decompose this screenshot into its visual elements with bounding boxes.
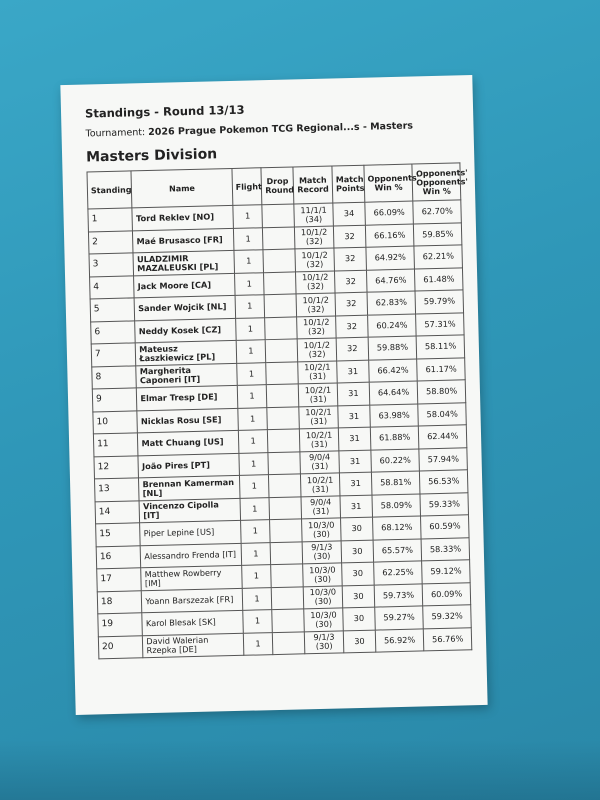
standing-cell: 7 xyxy=(91,343,136,367)
standing-cell: 20 xyxy=(98,635,143,659)
flight-cell: 1 xyxy=(237,385,267,408)
player-name: Elmar Tresp [DE] xyxy=(137,385,238,410)
player-name: Nicklas Rosu [SE] xyxy=(137,408,238,433)
standing-cell: 9 xyxy=(92,388,137,412)
col-header-drop-round: Drop Round xyxy=(261,167,294,205)
flight-cell: 1 xyxy=(236,340,266,363)
flight-cell: 1 xyxy=(238,407,268,430)
match-record-cell: 9/0/4 (31) xyxy=(300,450,340,473)
flight-cell: 1 xyxy=(233,205,263,228)
standing-cell: 19 xyxy=(98,613,143,637)
opp-opp-win-cell: 57.94% xyxy=(419,447,467,471)
standing-cell: 11 xyxy=(93,433,138,457)
standings-sheet xyxy=(60,75,487,715)
drop-round-cell xyxy=(273,631,305,654)
match-points-cell: 32 xyxy=(336,337,368,360)
standing-cell: 6 xyxy=(91,320,136,344)
player-name: ULADZIMIR MAZALEUSKI [PL] xyxy=(133,250,234,275)
match-record-cell: 9/1/3 (30) xyxy=(304,630,344,653)
flight-cell: 1 xyxy=(234,272,264,295)
opp-opp-win-cell: 59.79% xyxy=(415,290,463,314)
flight-cell: 1 xyxy=(233,227,263,250)
opp-opp-win-cell: 59.33% xyxy=(420,492,468,516)
opp-opp-win-cell: 62.21% xyxy=(414,245,462,269)
match-points-cell: 31 xyxy=(340,472,372,495)
col-header-opponents-win: Opponents' Win % xyxy=(364,164,413,202)
col-header-standing: Standing xyxy=(87,171,132,209)
flight-cell: 1 xyxy=(241,542,271,565)
player-name: Alessandro Frenda [IT] xyxy=(141,543,242,568)
standing-cell: 17 xyxy=(97,568,142,592)
match-points-cell: 32 xyxy=(336,315,368,338)
standing-cell: 18 xyxy=(97,590,142,614)
match-record-cell: 10/2/1 (31) xyxy=(299,428,339,451)
opponents-win-cell: 60.24% xyxy=(367,314,416,338)
match-points-cell: 32 xyxy=(335,292,367,315)
opponents-win-cell: 60.22% xyxy=(371,448,420,472)
opp-opp-win-cell: 60.59% xyxy=(421,515,469,539)
match-points-cell: 31 xyxy=(339,450,371,473)
opp-opp-win-cell: 61.17% xyxy=(417,357,465,381)
match-points-cell: 30 xyxy=(342,562,374,585)
opp-opp-win-cell: 61.48% xyxy=(415,267,463,291)
match-points-cell: 34 xyxy=(333,202,365,225)
match-record-cell: 10/3/0 (30) xyxy=(303,585,343,608)
opp-opp-win-cell: 59.12% xyxy=(422,560,470,584)
player-name: Vincenzo Cipolla [IT] xyxy=(139,498,240,523)
match-record-cell: 10/2/1 (31) xyxy=(298,360,338,383)
match-points-cell: 32 xyxy=(333,225,365,248)
col-header-flight: Flight xyxy=(232,168,262,206)
opponents-win-cell: 59.27% xyxy=(375,606,424,630)
drop-round-cell xyxy=(272,609,304,632)
flight-cell: 1 xyxy=(239,452,269,475)
drop-round-cell xyxy=(268,429,300,452)
standing-cell: 16 xyxy=(96,545,141,569)
player-name: Matthew Rowberry [IM] xyxy=(141,565,242,590)
match-record-cell: 9/0/4 (31) xyxy=(301,495,341,518)
opponents-win-cell: 64.92% xyxy=(366,246,415,270)
match-record-cell: 10/2/1 (31) xyxy=(298,383,338,406)
drop-round-cell xyxy=(265,339,297,362)
opponents-win-cell: 61.88% xyxy=(370,426,419,450)
match-points-cell: 31 xyxy=(338,405,370,428)
opponents-win-cell: 62.83% xyxy=(367,291,416,315)
flight-cell: 1 xyxy=(240,497,270,520)
match-record-cell: 10/3/0 (30) xyxy=(302,518,342,541)
opp-opp-win-cell: 59.32% xyxy=(423,605,471,629)
opponents-win-cell: 64.64% xyxy=(369,381,418,405)
opponents-win-cell: 56.92% xyxy=(375,628,424,652)
opp-opp-win-cell: 58.04% xyxy=(418,402,466,426)
flight-cell: 1 xyxy=(236,362,266,385)
player-name: Piper Lepine [US] xyxy=(140,520,241,545)
opp-opp-win-cell: 56.76% xyxy=(424,627,472,651)
drop-round-cell xyxy=(263,226,295,249)
drop-round-cell xyxy=(266,361,298,384)
standings-body xyxy=(88,200,472,659)
opponents-win-cell: 66.09% xyxy=(365,201,414,225)
match-points-cell: 31 xyxy=(338,427,370,450)
player-name: Yoann Barszezak [FR] xyxy=(142,588,243,613)
opponents-win-cell: 66.42% xyxy=(368,358,417,382)
match-record-cell: 9/1/3 (30) xyxy=(302,540,342,563)
col-header-name: Name xyxy=(131,168,232,207)
opponents-win-cell: 64.76% xyxy=(366,269,415,293)
player-name: João Pires [PT] xyxy=(138,453,239,478)
match-points-cell: 32 xyxy=(335,270,367,293)
standing-cell: 8 xyxy=(92,365,137,389)
page-title: Standings - Round 13/13 xyxy=(84,102,245,121)
standings-table xyxy=(86,162,472,659)
player-name: David Walerian Rzepka [DE] xyxy=(143,633,244,658)
match-points-cell: 31 xyxy=(340,495,372,518)
player-name: Neddy Kosek [CZ] xyxy=(135,318,236,343)
player-name: Mateusz Łaszkiewicz [PL] xyxy=(136,340,237,365)
standing-cell: 12 xyxy=(94,455,139,479)
match-points-cell: 30 xyxy=(343,607,375,630)
drop-round-cell xyxy=(270,519,302,542)
match-record-cell: 11/1/1 (34) xyxy=(294,203,334,226)
opp-opp-win-cell: 60.09% xyxy=(423,582,471,606)
tournament-label: Tournament: xyxy=(85,127,146,140)
flight-cell: 1 xyxy=(235,317,265,340)
col-header-match-record: Match Record xyxy=(293,166,333,204)
opponents-win-cell: 58.09% xyxy=(372,493,421,517)
player-name: Brennan Kamerman [NL] xyxy=(139,475,240,500)
match-points-cell: 30 xyxy=(341,540,373,563)
opp-opp-win-cell: 59.85% xyxy=(414,222,462,246)
opponents-win-cell: 62.25% xyxy=(373,561,422,585)
drop-round-cell xyxy=(265,316,297,339)
match-points-cell: 30 xyxy=(343,630,375,653)
standing-cell: 13 xyxy=(94,478,139,502)
player-name: Sander Wojcik [NL] xyxy=(134,295,235,320)
drop-round-cell xyxy=(264,294,296,317)
match-record-cell: 10/1/2 (32) xyxy=(295,248,335,271)
flight-cell: 1 xyxy=(235,295,265,318)
opp-opp-win-cell: 57.31% xyxy=(416,312,464,336)
opp-opp-win-cell: 58.11% xyxy=(416,335,464,359)
opponents-win-cell: 66.16% xyxy=(365,224,414,248)
player-name: Margherita Caponeri [IT] xyxy=(136,363,237,388)
flight-cell: 1 xyxy=(234,250,264,273)
opponents-win-cell: 59.88% xyxy=(368,336,417,360)
match-record-cell: 10/1/2 (32) xyxy=(296,270,336,293)
match-points-cell: 32 xyxy=(334,247,366,270)
match-points-cell: 31 xyxy=(337,382,369,405)
tournament-name: 2026 Prague Pokemon TCG Regional...s - Masters xyxy=(148,120,414,138)
match-record-cell: 10/3/0 (30) xyxy=(304,608,344,631)
standing-cell: 5 xyxy=(90,298,135,322)
match-record-cell: 10/1/2 (32) xyxy=(296,293,336,316)
standing-cell: 10 xyxy=(93,410,138,434)
match-record-cell: 10/1/2 (32) xyxy=(297,338,337,361)
tournament-line xyxy=(85,119,459,139)
drop-round-cell xyxy=(271,564,303,587)
standing-cell: 4 xyxy=(90,275,135,299)
match-record-cell: 10/1/2 (32) xyxy=(294,225,334,248)
flight-cell: 1 xyxy=(243,632,273,655)
drop-round-cell xyxy=(262,204,294,227)
standing-cell: 14 xyxy=(95,500,140,524)
standing-cell: 3 xyxy=(89,253,134,277)
drop-round-cell xyxy=(267,384,299,407)
drop-round-cell xyxy=(268,451,300,474)
drop-round-cell xyxy=(269,496,301,519)
player-name: Karol Blesak [SK] xyxy=(142,610,243,635)
col-header-match-points: Match Points xyxy=(332,165,365,203)
drop-round-cell xyxy=(269,474,301,497)
standing-cell: 1 xyxy=(88,208,133,232)
player-name: Matt Chuang [US] xyxy=(138,430,239,455)
match-record-cell: 10/2/1 (31) xyxy=(300,473,340,496)
match-points-cell: 31 xyxy=(337,360,369,383)
opp-opp-win-cell: 62.44% xyxy=(419,425,467,449)
player-name: Maé Brusasco [FR] xyxy=(133,228,234,253)
drop-round-cell xyxy=(264,271,296,294)
opponents-win-cell: 65.57% xyxy=(373,538,422,562)
opponents-win-cell: 68.12% xyxy=(372,516,421,540)
flight-cell: 1 xyxy=(241,565,271,588)
flight-cell: 1 xyxy=(238,430,268,453)
drop-round-cell xyxy=(267,406,299,429)
opponents-win-cell: 63.98% xyxy=(370,403,419,427)
match-points-cell: 30 xyxy=(342,585,374,608)
match-record-cell: 10/2/1 (31) xyxy=(299,405,339,428)
player-name: Jack Moore [CA] xyxy=(134,273,235,298)
opponents-win-cell: 59.73% xyxy=(374,583,423,607)
drop-round-cell xyxy=(272,586,304,609)
sheet-content xyxy=(85,97,472,659)
match-record-cell: 10/3/0 (30) xyxy=(303,563,343,586)
standing-cell: 2 xyxy=(88,230,133,254)
opp-opp-win-cell: 58.33% xyxy=(421,537,469,561)
flight-cell: 1 xyxy=(243,610,273,633)
drop-round-cell xyxy=(263,249,295,272)
flight-cell: 1 xyxy=(242,587,272,610)
table-surface-shade xyxy=(0,740,600,800)
match-record-cell: 10/1/2 (32) xyxy=(297,315,337,338)
opponents-win-cell: 58.81% xyxy=(371,471,420,495)
col-header-opp-opp-win: Opponents' Opponents' Win % xyxy=(412,163,460,201)
player-name: Tord Reklev [NO] xyxy=(132,205,233,230)
opp-opp-win-cell: 56.53% xyxy=(420,470,468,494)
division-heading: Masters Division xyxy=(85,146,218,166)
drop-round-cell xyxy=(270,541,302,564)
flight-cell: 1 xyxy=(240,520,270,543)
flight-cell: 1 xyxy=(239,475,269,498)
match-points-cell: 30 xyxy=(341,517,373,540)
opp-opp-win-cell: 62.70% xyxy=(413,200,461,224)
opp-opp-win-cell: 58.80% xyxy=(418,380,466,404)
standing-cell: 15 xyxy=(96,523,141,547)
